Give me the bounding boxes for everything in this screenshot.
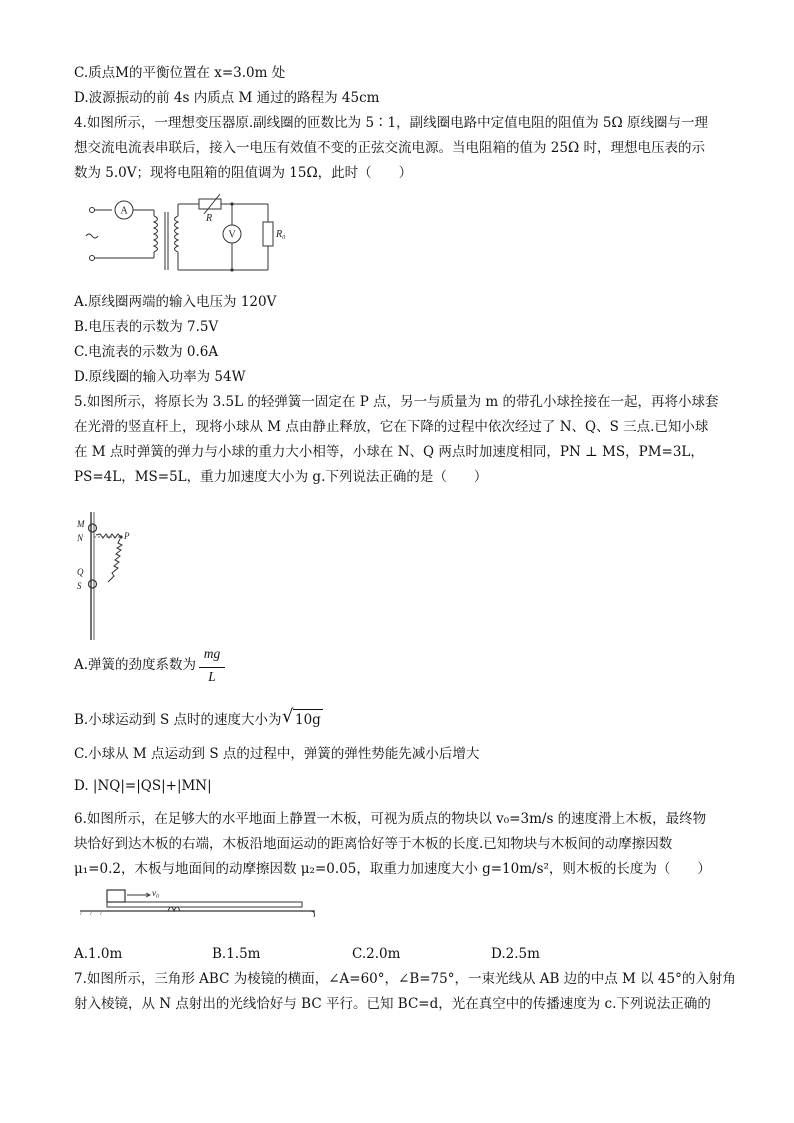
q6-option-c: C.2.0m [352, 946, 401, 962]
q5-stem-line-3: 在 M 点时弹簧的弹力与小球的重力大小相等，小球在 N、Q 两点时加速度相同，PN ⊥ MS，PM=3L， [74, 444, 704, 460]
q4-stem-line-1: 4.如图所示，一理想变压器原.副线圈的匝数比为 5∶1，副线圈电路中定值电阻的阻值为 5Ω 原线圈与一理 [74, 115, 709, 131]
spring-lower [108, 539, 122, 582]
q6-stem-line-1: 6.如图所示，在足够大的水平地面上静置一木板，可视为质点的物块以 v₀=3m/s 的速度滑上木板，最终物 [74, 811, 707, 827]
q6-option-d: D.2.5m [491, 946, 540, 962]
spring-rod-figure [74, 512, 134, 642]
point-n-label: N [77, 533, 84, 543]
v0-label: v₀ [152, 888, 160, 898]
spring-upper [96, 534, 121, 538]
q4-option-a: A.原线圈两端的输入电压为 120V [74, 294, 277, 310]
point-p-label: P [124, 531, 130, 541]
q6-stem-line-3: μ₁=0.2，木板与地面间的动摩擦因数 μ₂=0.05，取重力加速度大小 g=10m/s²，则木板的长度为（ ） [74, 861, 711, 877]
q4-option-c: C.电流表的示数为 0.6A [74, 344, 219, 360]
q5-option-a-numerator: mg [203, 646, 221, 661]
q5-stem-line-1: 5.如图所示，将原长为 3.5L 的轻弹簧一固定在 P 点，另一与质量为 m 的带孔小球拴接在一起，再将小球套 [74, 394, 719, 410]
block-board-figure [80, 886, 330, 926]
ac-source-symbol [86, 234, 98, 238]
fixed-resistor-symbol [263, 222, 273, 246]
q3-option-c: C.质点M的平衡位置在 x=3.0m 处 [74, 65, 286, 81]
block [107, 890, 125, 902]
q4-option-d: D.原线圈的输入功率为 54W [74, 369, 246, 385]
ball-at-s [89, 580, 97, 588]
transformer-circuit-figure [74, 190, 294, 285]
voltmeter-label: V [228, 229, 236, 241]
q5-option-b-radicand: 10g [293, 709, 323, 729]
point-s-label: S [77, 581, 82, 591]
q5-stem-line-4: PS=4L，MS=5L，重力加速度大小为 g.下列说法正确的是（ ） [74, 469, 488, 485]
q5-option-d: D. |NQ|=|QS|+|MN| [74, 778, 212, 794]
q5-option-b: B.小球运动到 S 点时的速度大小为 [74, 712, 282, 728]
board [107, 902, 302, 907]
q7-stem-line-1: 7.如图所示，三角形 ABC 为棱镜的横面，∠A=60°，∠B=75°，一束光线从 AB 边的中点 M 以 45°的入射角 [74, 971, 736, 987]
q4-stem-line-3: 数为 5.0V；现将电阻箱的阻值调为 15Ω，此时（ ） [74, 165, 413, 181]
resistor-label: R [206, 213, 213, 224]
q5-option-a-denominator: L [208, 669, 216, 684]
q4-option-b: B.电压表的示数为 7.5V [74, 319, 219, 335]
fixed-resistor-label: R₀ [276, 229, 286, 240]
q5-option-a-fraction-bar [199, 667, 225, 668]
point-q-label: Q [77, 567, 84, 577]
point-m-label: M [77, 519, 85, 529]
q6-stem-line-2: 块恰好到达木板的右端，木板沿地面运动的距离恰好等于木板的长度.已知物块与木板间的动摩擦因数 [74, 836, 673, 852]
resistor-box-symbol [199, 199, 221, 209]
sqrt-sign: √ [282, 706, 294, 727]
q6-option-a: A.1.0m [74, 946, 123, 962]
q7-stem-line-2: 射入棱镜，从 N 点射出的光线恰好与 BC 平行。已知 BC=d，光在真空中的传播速度为 c.下列说法正确的 [74, 996, 711, 1012]
q5-option-c: C.小球从 M 点运动到 S 点的过程中，弹簧的弹性势能先减小后增大 [74, 746, 480, 762]
q3-option-d: D.波源振动的前 4s 内质点 M 通过的路程为 45cm [74, 90, 380, 106]
q5-option-a: A.弹簧的劲度系数为 [74, 657, 197, 673]
q5-stem-line-2: 在光滑的竖直杆上，现将小球从 M 点由静止释放，它在下降的过程中依次经过了 N、Q、S 三点.已知小球 [74, 419, 709, 435]
ammeter-label: A [120, 205, 128, 217]
q6-option-b: B.1.5m [212, 946, 261, 962]
ball-at-m [89, 524, 97, 532]
q4-stem-line-2: 想交流电流表串联后，接入一电压有效值不变的正弦交流电源。当电阻箱的值为 25Ω 时，理想电压表的示 [74, 140, 705, 156]
